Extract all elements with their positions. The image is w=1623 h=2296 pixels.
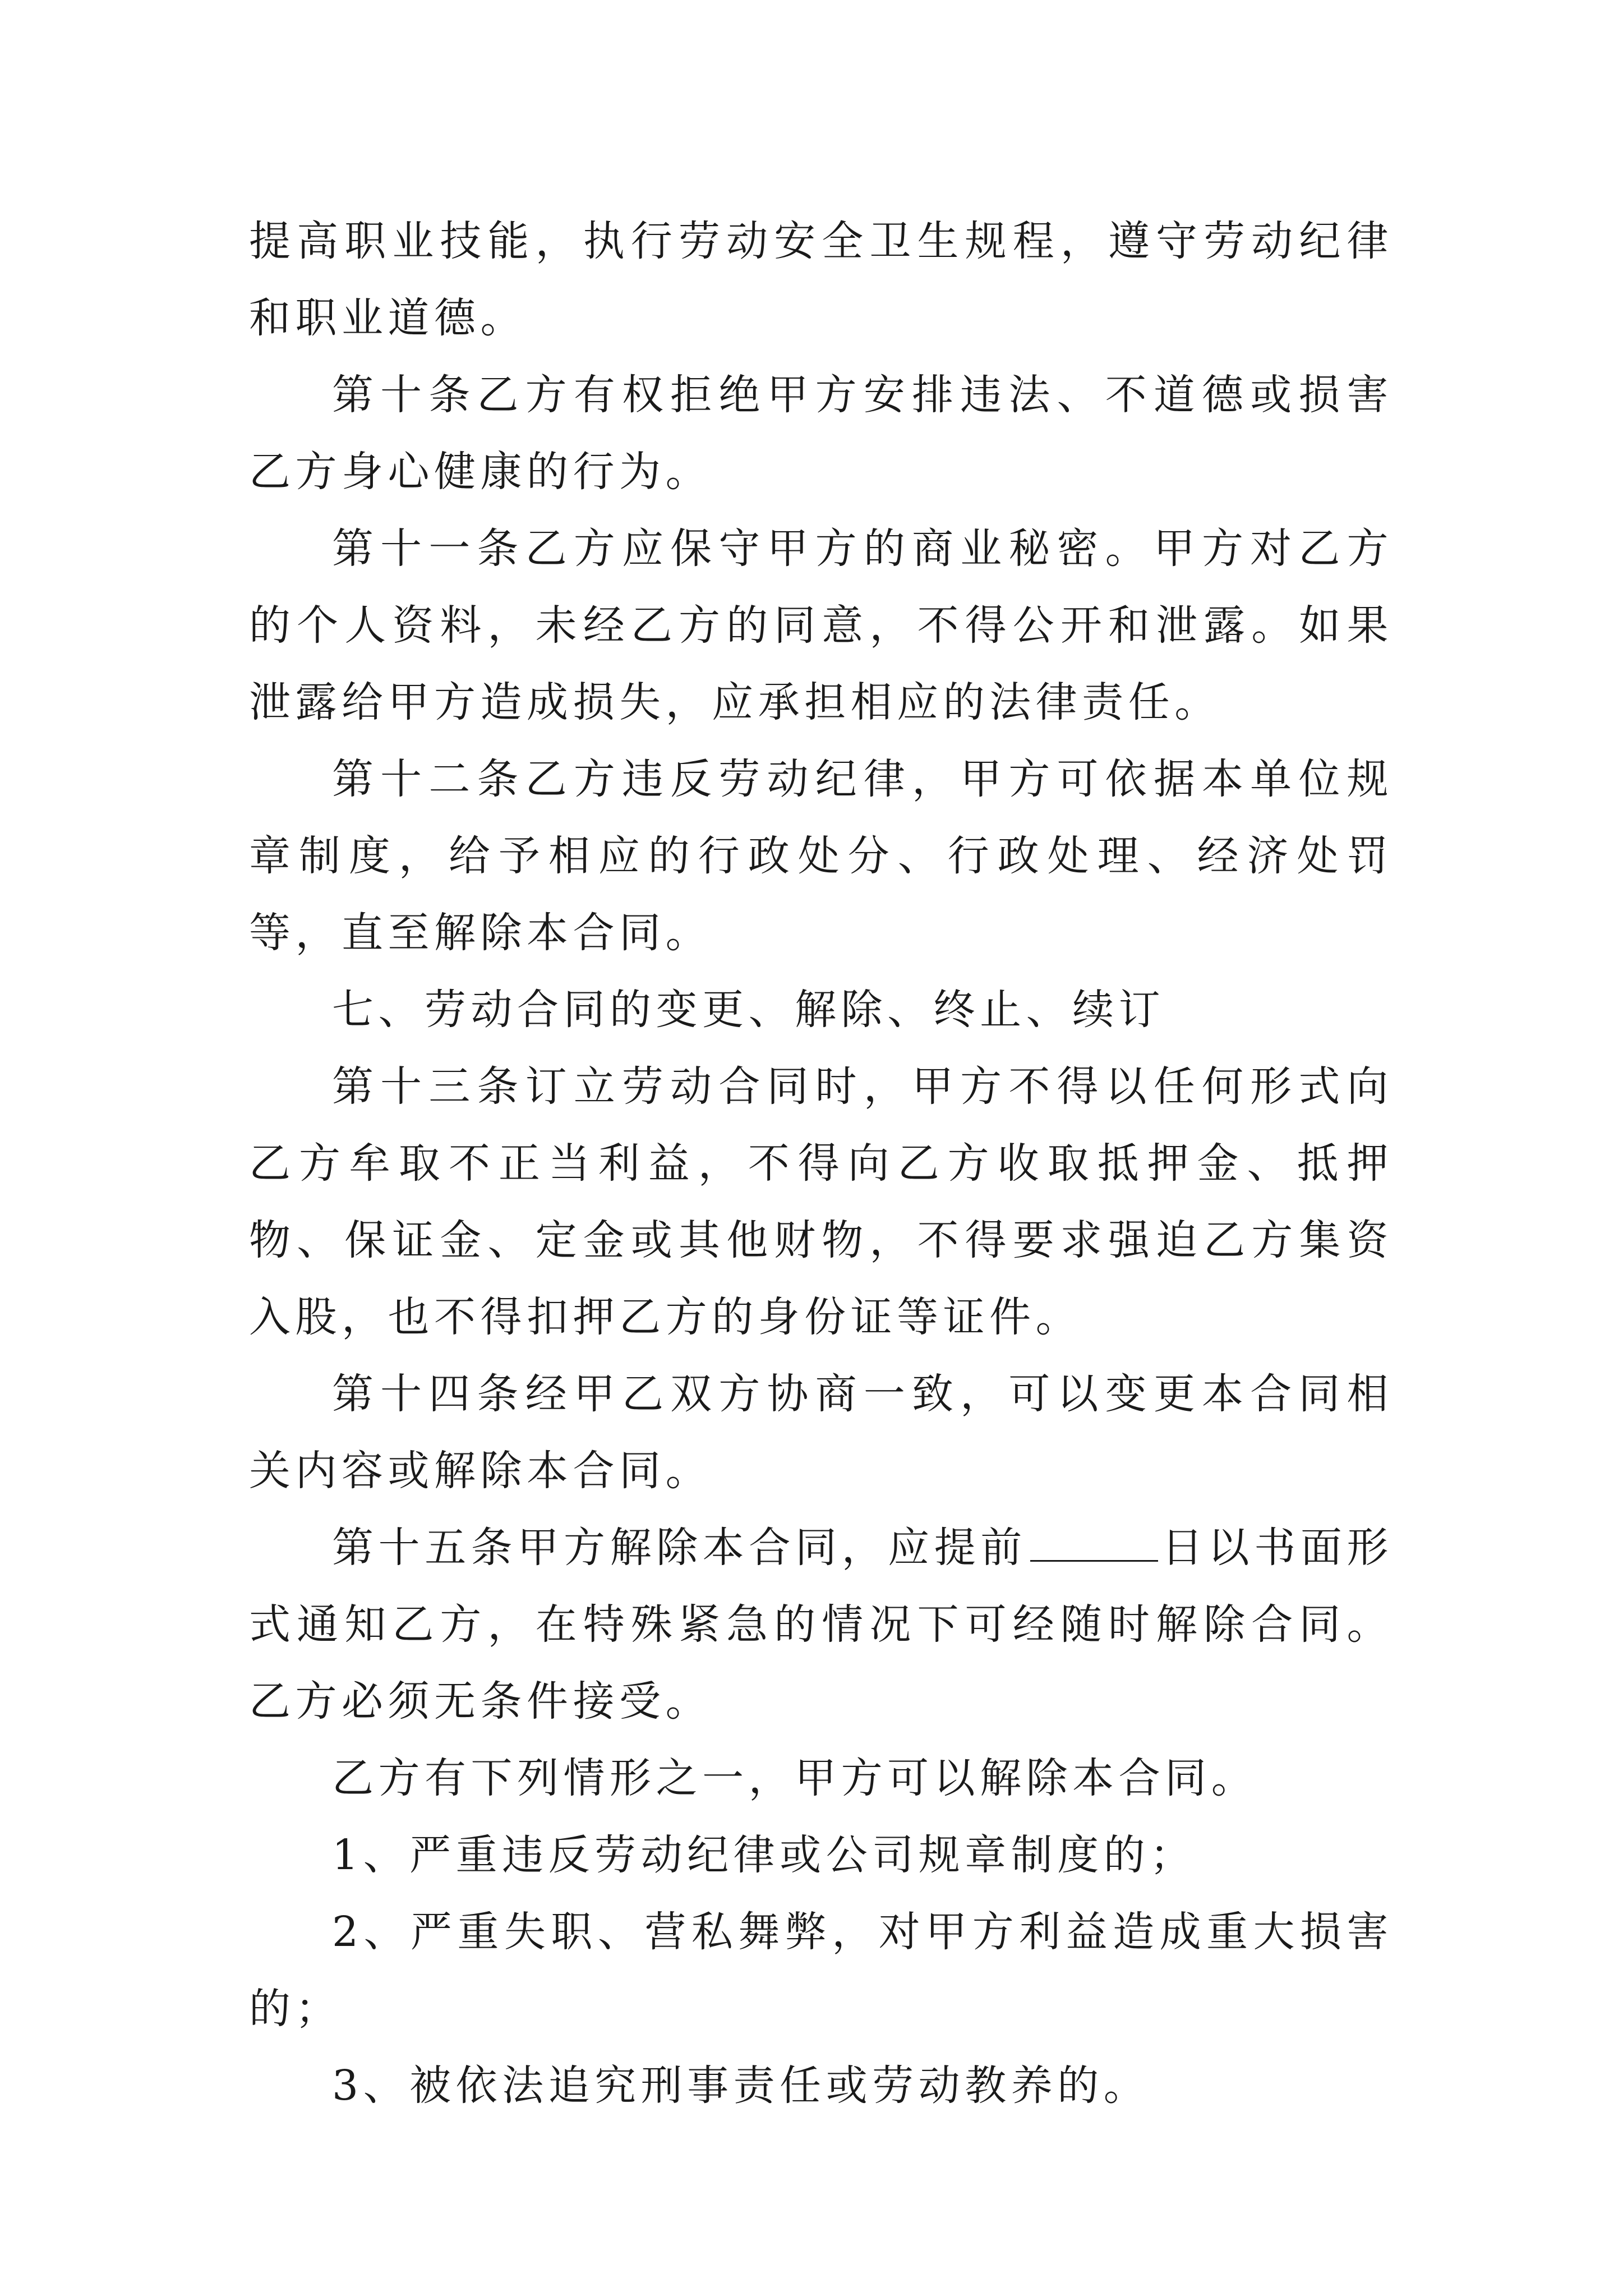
paragraph-article-12: 第十二条乙方违反劳动纪律，甲方可依据本单位规章制度，给予相应的行政处分、行政处理、经济处罚等，直至解除本合同。 bbox=[249, 755, 1393, 957]
list-item-1: 1、严重违反劳动纪律或公司规章制度的； bbox=[332, 1831, 1196, 1879]
paragraph-article-14: 第十四条经甲乙双方协商一致，可以变更本合同相关内容或解除本合同。 bbox=[249, 1370, 1393, 1495]
paragraph-article-13: 第十三条订立劳动合同时，甲方不得以任何形式向乙方牟取不正当利益，不得向乙方收取抵押金、抵押物、保证金、定金或其他财物，不得要求强迫乙方集资入股，也不得扣押乙方的身份证等证件。 bbox=[249, 1062, 1393, 1341]
paragraph-article-10: 第十条乙方有权拒绝甲方安排违法、不道德或损害乙方身心健康的行为。 bbox=[249, 371, 1393, 496]
paragraph-duties: 提高职业技能，执行劳动安全卫生规程，遵守劳动纪律和职业道德。 bbox=[249, 217, 1393, 342]
article-15-rest: 日以书面形式通知乙方，在特殊紧急的情况下可经随时解除合同。乙方必须无条件接受。 bbox=[249, 1524, 1393, 1726]
paragraph-termination-conditions: 乙方有下列情形之一，甲方可以解除本合同。 bbox=[332, 1754, 1258, 1802]
list-item-2: 2、严重失职、营私舞弊，对甲方利益造成重大损害的； bbox=[249, 1908, 1393, 2033]
document-body bbox=[249, 203, 1393, 2124]
paragraph-article-15 bbox=[249, 1510, 1393, 1740]
notice-days-blank bbox=[1030, 1526, 1158, 1562]
paragraph-article-11: 第十一条乙方应保守甲方的商业秘密。甲方对乙方的个人资料，未经乙方的同意，不得公开和泄露。如果泄露给甲方造成损失，应承担相应的法律责任。 bbox=[249, 524, 1393, 726]
article-15-lead: 第十五条甲方解除本合同，应提前 bbox=[332, 1524, 1027, 1572]
list-item-3: 3、被依法追究刑事责任或劳动教养的。 bbox=[332, 2062, 1150, 2110]
section-heading-7: 七、劳动合同的变更、解除、终止、续订 bbox=[332, 986, 1165, 1034]
